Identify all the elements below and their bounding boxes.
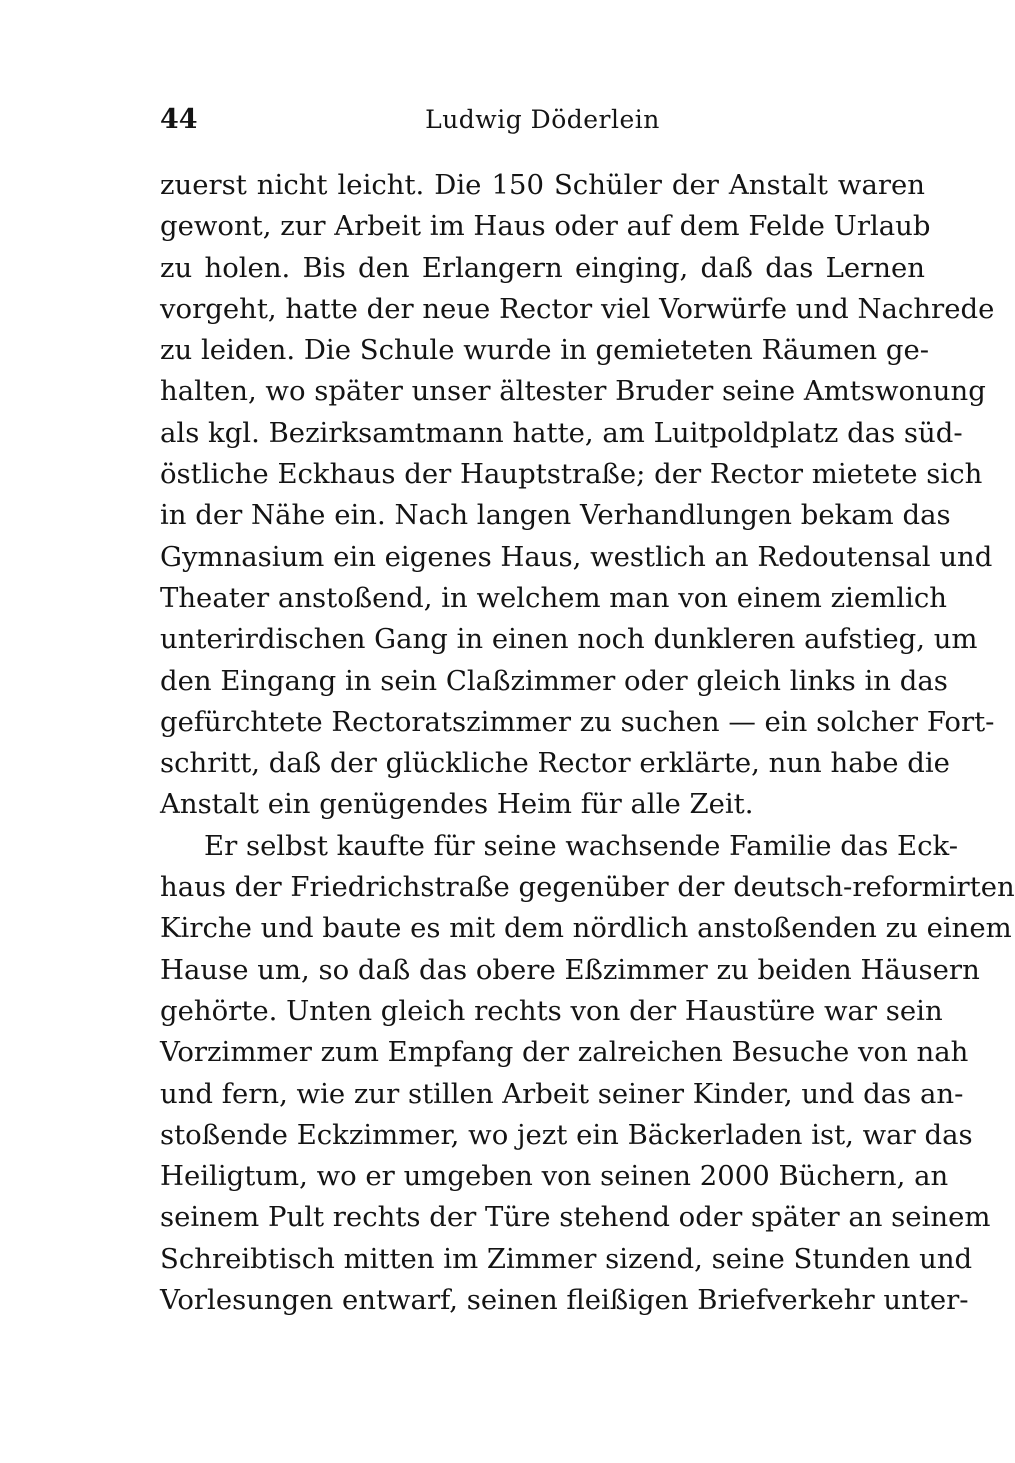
text-line: Schreibtisch mitten im Zimmer sizend, seine Stunden und (160, 1242, 973, 1275)
text-line: stoßende Eckzimmer, wo jezt ein Bäckerladen ist, war das (160, 1118, 973, 1151)
text-line: vorgeht, hatte der neue Rector viel Vorwürfe und Nachrede (160, 292, 995, 325)
page-number: 44 (160, 104, 198, 135)
text-line: östliche Eckhaus der Hauptstraße; der Rector mietete sich (160, 458, 983, 491)
text-line: Kirche und baute es mit dem nördlich anstoßenden zu einem (160, 912, 1012, 945)
text-line: haus der Friedrichstraße gegenüber der deutsch-reformirten (160, 871, 1015, 904)
running-head: Ludwig Döderlein (425, 105, 660, 134)
text-line: schritt, daß der glückliche Rector erklärte, nun habe die (160, 747, 950, 780)
text-line: Er selbst kaufte für seine wachsende Familie das Eck- (204, 829, 959, 862)
text-line: Hause um, so daß das obere Eßzimmer zu beiden Häusern (160, 953, 980, 986)
page-header (160, 100, 925, 140)
text-line: Vorlesungen entwarf, seinen fleißigen Briefverkehr unter- (160, 1284, 969, 1317)
text-line: in der Nähe ein. Nach langen Verhandlungen bekam das (160, 499, 951, 532)
text-line: zuerst nicht leicht. Die 150 Schüler der Anstalt waren (160, 169, 925, 201)
paragraph-2 (160, 826, 1015, 1322)
text-line: als kgl. Bezirksamtmann hatte, am Luitpoldplatz das süd- (160, 416, 963, 449)
text-line: unterirdischen Gang in einen noch dunkleren aufstieg, um (160, 623, 978, 656)
text-line: Heiligtum, wo er umgeben von seinen 2000 Büchern, an (160, 1160, 949, 1193)
text-line: gefürchtete Rectoratszimmer zu suchen — ein solcher Fort- (160, 705, 995, 738)
body-text (160, 165, 1015, 1321)
text-line: und fern, wie zur stillen Arbeit seiner Kinder, und das an- (160, 1077, 964, 1110)
text-line: halten, wo später unser ältester Bruder seine Amtswonung (160, 375, 986, 408)
text-line: zu holen. Bis den Erlangern einging, daß das Lernen (160, 251, 925, 284)
text-line: gewont, zur Arbeit im Haus oder auf dem Felde Urlaub (160, 210, 931, 243)
text-line: gehörte. Unten gleich rechts von der Haustüre war sein (160, 994, 943, 1027)
text-line: Anstalt ein genügendes Heim für alle Zeit. (160, 788, 754, 821)
text-line: Theater anstoßend, in welchem man von einem ziemlich (160, 581, 947, 614)
text-line: zu leiden. Die Schule wurde in gemieteten Räumen ge- (160, 334, 930, 367)
text-line: Vorzimmer zum Empfang der zalreichen Besuche von nah (160, 1036, 969, 1069)
text-line: den Eingang in sein Claßzimmer oder gleich links in das (160, 664, 948, 697)
paragraph-1 (160, 165, 995, 826)
text-line: seinem Pult rechts der Türe stehend oder später an seinem (160, 1201, 991, 1234)
text-line: Gymnasium ein eigenes Haus, westlich an Redoutensal und (160, 540, 993, 573)
